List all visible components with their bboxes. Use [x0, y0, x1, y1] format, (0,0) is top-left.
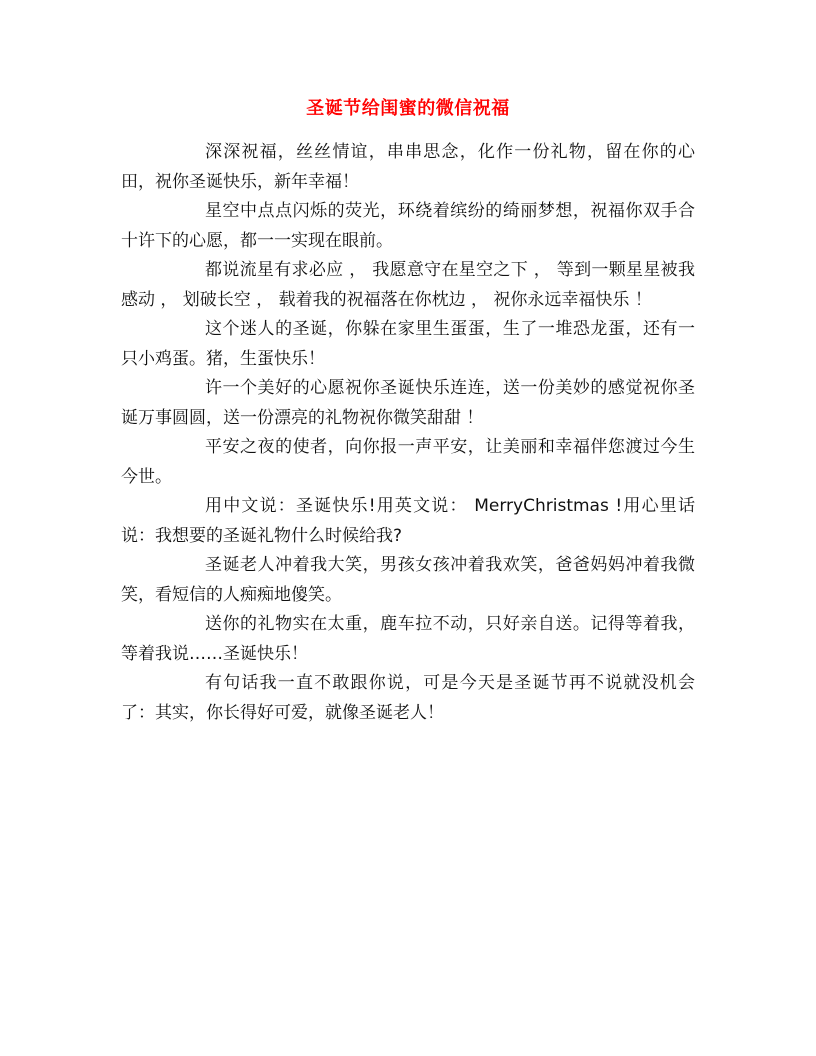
document-body: [121, 138, 695, 728]
paragraph-1: 深深祝福，丝丝情谊，串串思念，化作一份礼物，留在你的心田，祝你圣诞快乐，新年幸福！: [121, 142, 695, 192]
paragraph-8: 圣诞老人冲着我大笑，男孩女孩冲着我欢笑，爸爸妈妈冲着我微笑，看短信的人痴痴地傻笑。: [121, 555, 695, 605]
paragraph-10: 有句话我一直不敢跟你说，可是今天是圣诞节再不说就没机会了：其实，你长得好可爱，就像圣诞老人！: [121, 673, 695, 723]
paragraph-2: 星空中点点闪烁的荧光，环绕着缤纷的绮丽梦想，祝福你双手合十许下的心愿，都一一实现在眼前。: [121, 201, 695, 251]
paragraph-3: 都说流星有求必应 ， 我愿意守在星空之下 ， 等到一颗星星被我感动 ， 划破长空 ， 载着我的祝福落在你枕边 ， 祝你永远幸福快乐 ！: [121, 260, 695, 310]
paragraph-4: 这个迷人的圣诞，你躲在家里生蛋蛋，生了一堆恐龙蛋，还有一只小鸡蛋。猪，生蛋快乐！: [121, 319, 695, 369]
paragraph-6: 平安之夜的使者，向你报一声平安，让美丽和幸福伴您渡过今生今世。: [121, 437, 695, 487]
paragraph-9: 送你的礼物实在太重，鹿车拉不动，只好亲自送。记得等着我，等着我说……圣诞快乐！: [121, 614, 695, 664]
paragraph-7: 用中文说：圣诞快乐!用英文说： MerryChristmas !用心里话说：我想要的圣诞礼物什么时候给我?: [121, 496, 695, 546]
document-title: 圣诞节给闺蜜的微信祝福: [306, 98, 510, 119]
paragraph-5: 许一个美好的心愿祝你圣诞快乐连连，送一份美妙的感觉祝你圣诞万事圆圆，送一份漂亮的礼物祝你微笑甜甜 ！: [121, 378, 695, 428]
